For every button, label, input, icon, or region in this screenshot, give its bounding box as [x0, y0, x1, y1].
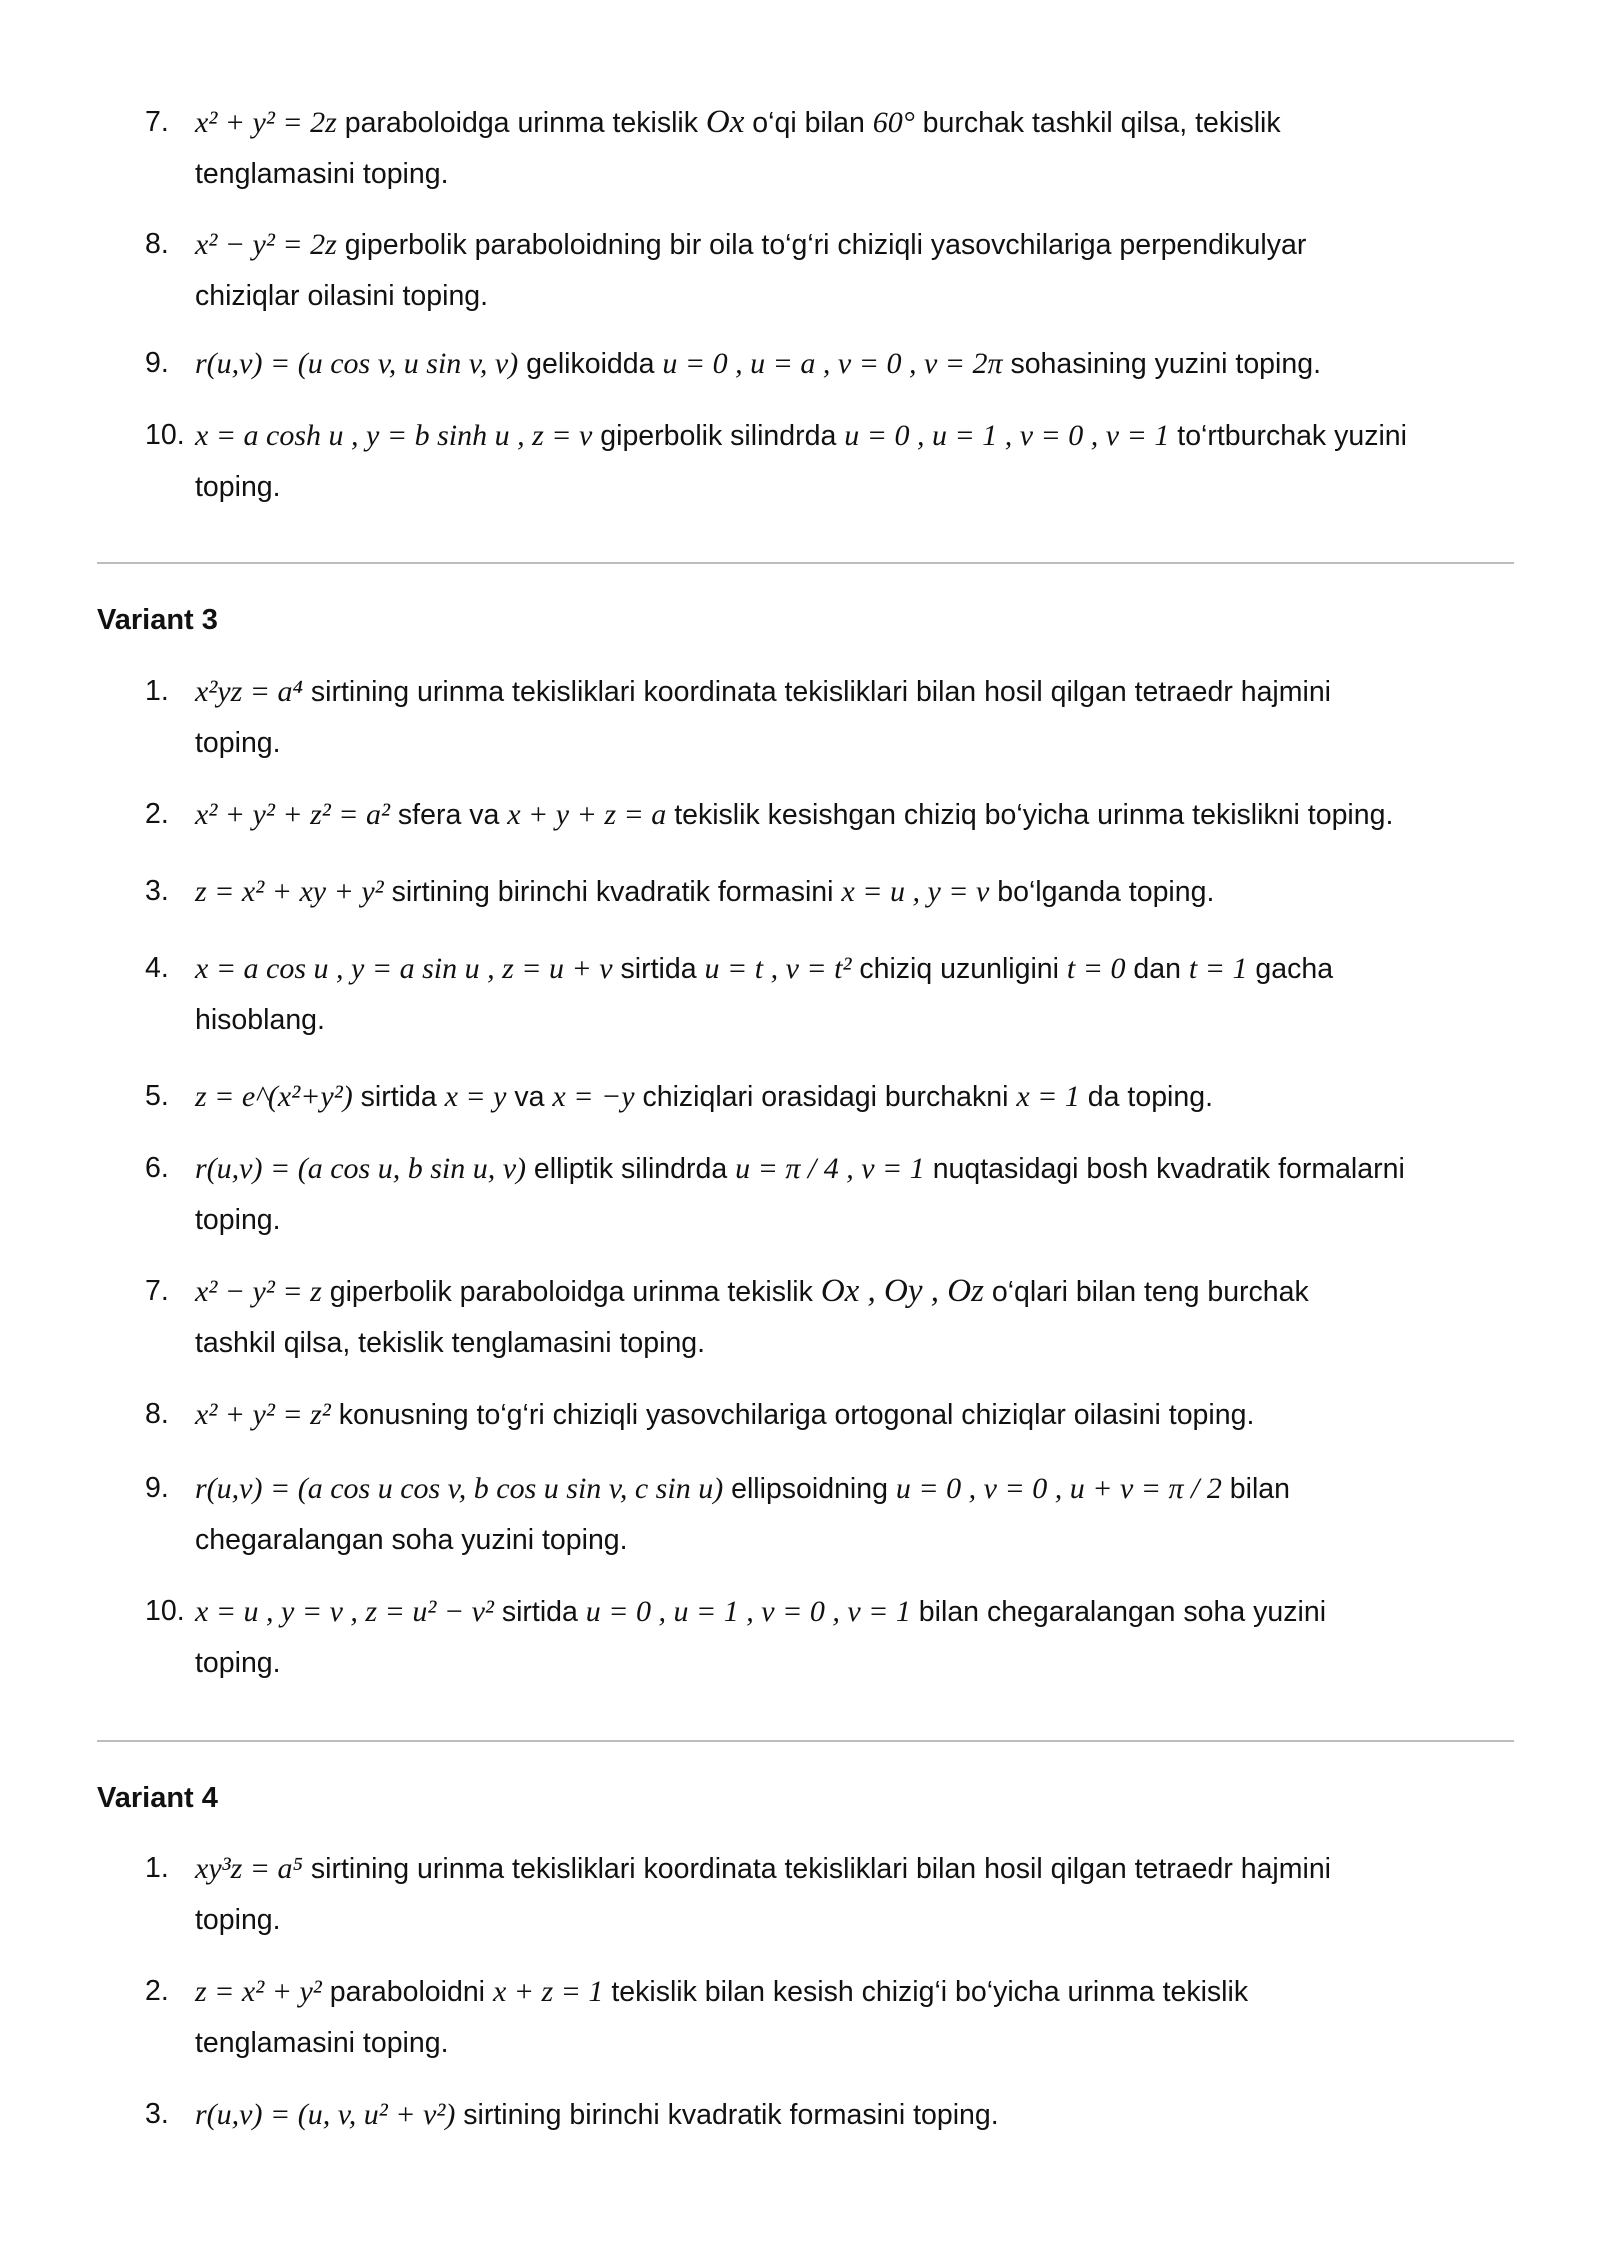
text-run: tekislik bilan kesish chizig‘i bo‘yicha urinma tekislik	[603, 1976, 1249, 2008]
text-run: chiziq uzunligini	[851, 953, 1067, 985]
text-run: toping.	[195, 471, 281, 503]
problem-text	[195, 1266, 1525, 1369]
text-run: tenglamasini toping.	[195, 158, 449, 190]
formula: x² − y² = 2z	[195, 228, 337, 261]
formula: x = u , y = v , z = u² − v²	[195, 1595, 494, 1628]
text-run: to‘rtburchak yuzini	[1169, 420, 1407, 452]
problem-number: 10.	[145, 419, 185, 451]
text-run: sohasining yuzini toping.	[1002, 348, 1321, 380]
problem-number: 6.	[145, 1152, 169, 1184]
text-run: sirtining birinchi kvadratik formasini	[383, 876, 842, 908]
text-run: sirtining birinchi kvadratik formasini toping.	[455, 2099, 999, 2131]
text-run: chiziqlari orasidagi burchakni	[634, 1081, 1017, 1113]
problem-text	[195, 1389, 1525, 1441]
text-run: dan	[1125, 953, 1189, 985]
formula: r(u,v) = (u, v, u² + v²)	[195, 2098, 456, 2131]
formula: u = 0 , v = 0 , u + v = π / 2	[895, 1472, 1222, 1505]
formula: x² + y² = z²	[195, 1398, 331, 1431]
formula: r(u,v) = (u cos v, u sin v, v)	[195, 347, 519, 380]
problem-text	[195, 666, 1525, 769]
problem-number: 7.	[145, 106, 169, 138]
section-divider	[97, 562, 1514, 564]
problem-number: 9.	[145, 347, 169, 379]
text-run: da toping.	[1079, 1081, 1213, 1113]
problem-number: 4.	[145, 952, 169, 984]
problem-number: 1.	[145, 1852, 169, 1884]
formula: u = 0 , u = 1 , v = 0 , v = 1	[585, 1595, 911, 1628]
problem-number: 1.	[145, 675, 169, 707]
variant-heading: Variant 3	[97, 604, 218, 636]
text-run: paraboloidni	[321, 1976, 493, 2008]
formula: r(u,v) = (a cos u cos v, b cos u sin v, c sin u)	[195, 1472, 724, 1505]
formula: x + y + z = a	[507, 798, 667, 831]
problem-text	[195, 97, 1525, 200]
variant-heading: Variant 4	[97, 1782, 218, 1814]
problem-number: 2.	[145, 1975, 169, 2007]
text-run: giperbolik paraboloidga urinma tekislik	[321, 1276, 821, 1308]
problem-text	[195, 2089, 1525, 2141]
formula: x = a cos u , y = a sin u , z = u + v	[195, 952, 613, 985]
text-run: hisoblang.	[195, 1004, 325, 1036]
formula: 60°	[872, 106, 915, 139]
text-run: konusning to‘g‘ri chiziqli yasovchilariga ortogonal chiziqlar oilasini toping.	[330, 1399, 1255, 1431]
text-run: sirtining urinma tekisliklari koordinata tekisliklari bilan hosil qilgan tetraedr hajmini	[302, 676, 1332, 708]
text-run: sfera va	[390, 799, 508, 831]
formula: r(u,v) = (a cos u, b sin u, v)	[195, 1152, 527, 1185]
formula: t = 0	[1066, 952, 1126, 985]
problem-text	[195, 410, 1525, 513]
problem-number: 8.	[145, 228, 169, 260]
text-run: toping.	[195, 1904, 281, 1936]
problem-text	[195, 1586, 1525, 1689]
text-run: chiziqlar oilasini toping.	[195, 280, 489, 312]
text-run: giperbolik silindrda	[592, 420, 845, 452]
text-run: toping.	[195, 727, 281, 759]
problem-number: 7.	[145, 1275, 169, 1307]
text-run: burchak tashkil qilsa, tekislik	[914, 107, 1281, 139]
formula: x = −y	[552, 1080, 635, 1113]
problem-text	[195, 1966, 1525, 2069]
text-run: nuqtasidagi bosh kvadratik formalarni	[924, 1153, 1405, 1185]
problem-number: 9.	[145, 1472, 169, 1504]
text-run: sirtida	[352, 1081, 445, 1113]
problem-text	[195, 219, 1525, 322]
text-run: ellipsoidning	[723, 1473, 896, 1505]
text-run: bilan	[1221, 1473, 1291, 1505]
text-run: o‘qi bilan	[744, 107, 873, 139]
text-run: tenglamasini toping.	[195, 2027, 449, 2059]
formula: u = 0 , u = a , v = 0 , v = 2π	[662, 347, 1003, 380]
formula: Ox	[705, 104, 745, 140]
problem-text	[195, 1843, 1525, 1946]
formula: u = 0 , u = 1 , v = 0 , v = 1	[844, 419, 1170, 452]
text-run: paraboloidga urinma tekislik	[336, 107, 706, 139]
text-run: elliptik silindrda	[526, 1153, 736, 1185]
text-run: sirtining urinma tekisliklari koordinata tekisliklari bilan hosil qilgan tetraedr hajmini	[302, 1853, 1332, 1885]
formula: x + z = 1	[492, 1975, 604, 2008]
text-run: toping.	[195, 1204, 281, 1236]
formula: u = π / 4 , v = 1	[735, 1152, 925, 1185]
problem-text	[195, 789, 1525, 841]
problem-number: 2.	[145, 798, 169, 830]
formula: x² + y² + z² = a²	[195, 798, 391, 831]
text-run: sirtida	[612, 953, 705, 985]
formula: z = x² + xy + y²	[195, 875, 384, 908]
formula: x² + y² = 2z	[195, 106, 337, 139]
text-run: tashkil qilsa, tekislik tenglamasini toping.	[195, 1327, 706, 1359]
formula: x = a cosh u , y = b sinh u , z = v	[195, 419, 593, 452]
formula: z = x² + y²	[195, 1975, 322, 2008]
formula: z = e^(x²+y²)	[195, 1080, 353, 1113]
formula: xy³z = a⁵	[195, 1852, 303, 1885]
text-run: tekislik kesishgan chiziq bo‘yicha urinma tekislikni toping.	[666, 799, 1394, 831]
text-run: toping.	[195, 1647, 281, 1679]
problem-text	[195, 866, 1525, 918]
problem-text	[195, 943, 1525, 1046]
text-run: bo‘lganda toping.	[989, 876, 1215, 908]
formula: x = y	[444, 1080, 507, 1113]
problem-number: 10.	[145, 1595, 185, 1627]
formula: x = u , y = v	[841, 875, 990, 908]
problem-text	[195, 1071, 1525, 1123]
problem-number: 3.	[145, 875, 169, 907]
formula: Ox , Oy , Oz	[820, 1273, 984, 1309]
text-run: bilan chegaralangan soha yuzini	[910, 1596, 1327, 1628]
problem-text	[195, 338, 1525, 390]
formula: u = t , v = t²	[704, 952, 852, 985]
section-divider	[97, 1740, 1514, 1742]
problem-text	[195, 1143, 1525, 1246]
formula: x² − y² = z	[195, 1275, 322, 1308]
text-run: va	[506, 1081, 553, 1113]
text-run: gelikoidda	[518, 348, 663, 380]
problem-number: 3.	[145, 2098, 169, 2130]
text-run: chegaralangan soha yuzini toping.	[195, 1524, 628, 1556]
text-run: gacha	[1247, 953, 1334, 985]
formula: x = 1	[1016, 1080, 1080, 1113]
formula: x²yz = a⁴	[195, 675, 303, 708]
problem-text	[195, 1463, 1525, 1566]
problem-number: 5.	[145, 1080, 169, 1112]
text-run: sirtida	[493, 1596, 586, 1628]
formula: t = 1	[1188, 952, 1248, 985]
text-run: giperbolik paraboloidning bir oila to‘g‘ri chiziqli yasovchilariga perpendikulyar	[336, 229, 1307, 261]
problem-number: 8.	[145, 1398, 169, 1430]
text-run: o‘qlari bilan teng burchak	[983, 1276, 1309, 1308]
